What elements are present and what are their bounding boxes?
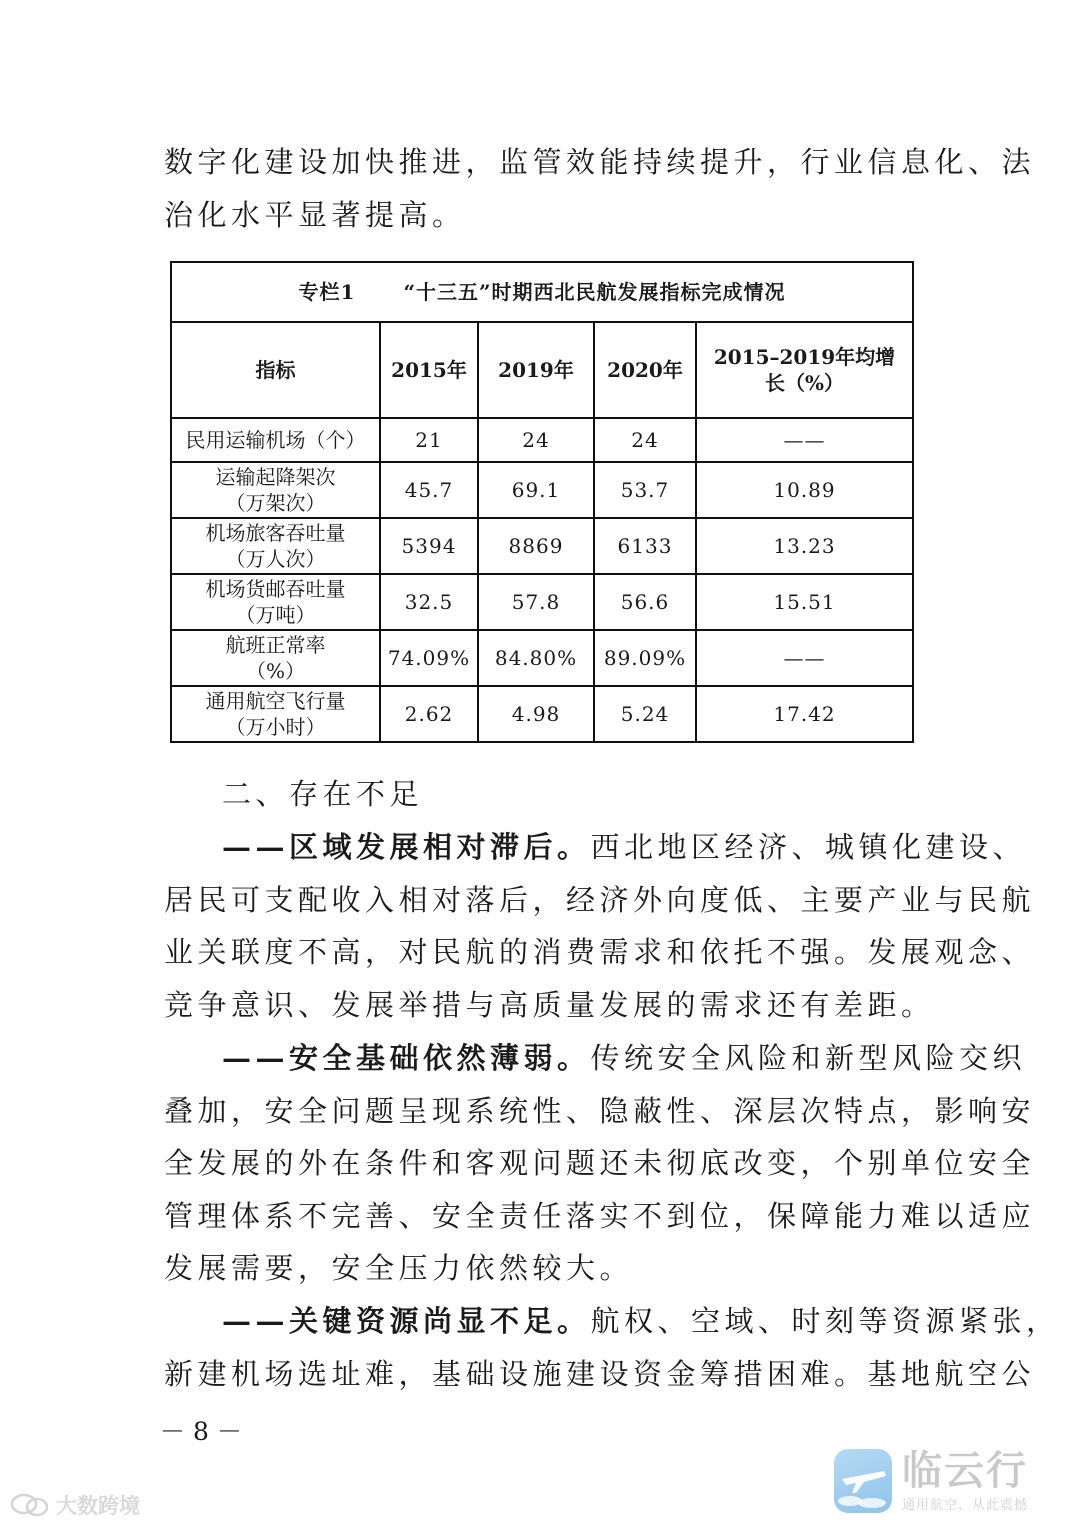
column-header: 2020年 xyxy=(594,322,696,418)
table-row xyxy=(171,630,913,686)
cell-2020: 56.6 xyxy=(594,574,696,630)
column-header: 指标 xyxy=(171,322,380,418)
body-line xyxy=(222,1303,1060,1339)
row-label xyxy=(171,686,380,742)
stats-table xyxy=(170,261,914,743)
cell-2015: 5394 xyxy=(380,518,478,574)
paragraph-lead: ——关键资源尚显不足。 xyxy=(222,1304,591,1338)
section-heading: 二、存在不足 xyxy=(222,777,424,811)
paragraph-text: 传统安全风险和新型风险交织 xyxy=(590,1041,1027,1075)
watermark-left xyxy=(10,1490,140,1520)
watermark-left-text: 大数跨境 xyxy=(56,1494,140,1518)
body-line: 发展需要，安全压力依然较大。 xyxy=(164,1251,634,1285)
cell-2019: 24 xyxy=(478,418,594,462)
row-name: 通用航空飞行量 xyxy=(205,689,346,713)
row-unit: （万吨） xyxy=(235,603,316,627)
cell-2019: 8869 xyxy=(478,518,594,574)
cell-growth: 15.51 xyxy=(696,574,913,630)
watermark-right xyxy=(834,1448,1028,1513)
row-label xyxy=(171,518,380,574)
cell-2020: 53.7 xyxy=(594,462,696,518)
cell-2019: 4.98 xyxy=(478,686,594,742)
row-label xyxy=(171,574,380,630)
column-header: 2019年 xyxy=(478,322,594,418)
body-line: 数字化建设加快推进，监管效能持续提升，行业信息化、法 xyxy=(164,145,1036,179)
paragraph-lead: ——区域发展相对滞后。 xyxy=(222,830,591,864)
row-name: 航班正常率 xyxy=(225,633,326,657)
cell-growth: —— xyxy=(696,418,913,462)
paragraph-text: 西北地区经济、城镇化建设、 xyxy=(590,830,1027,864)
page-number: －8－ xyxy=(160,1417,250,1446)
row-unit: （万人次） xyxy=(225,547,326,571)
cell-2015: 32.5 xyxy=(380,574,478,630)
row-label xyxy=(171,418,380,462)
row-label xyxy=(171,630,380,686)
row-unit: （万小时） xyxy=(225,715,326,739)
watermark-brand: 临云行 xyxy=(902,1448,1028,1494)
cell-growth: 10.89 xyxy=(696,462,913,518)
cell-growth: 13.23 xyxy=(696,518,913,574)
table-caption-label: 专栏1 xyxy=(298,280,356,304)
body-line: 治化水平显著提高。 xyxy=(164,198,466,232)
cell-2020: 6133 xyxy=(594,518,696,574)
table-caption-title: “十三五”时期西北民航发展指标完成情况 xyxy=(403,280,786,304)
cell-2019: 69.1 xyxy=(478,462,594,518)
cell-2015: 45.7 xyxy=(380,462,478,518)
body-line xyxy=(222,829,1027,865)
chat-bubble-icon xyxy=(10,1492,50,1518)
paragraph-text: 航权、空域、时刻等资源紧张， xyxy=(590,1304,1060,1338)
body-line xyxy=(222,1040,1027,1076)
body-line: 全发展的外在条件和客观问题还未彻底改变，个别单位安全 xyxy=(164,1146,1036,1180)
row-name: 机场货邮吞吐量 xyxy=(205,577,346,601)
cell-growth: 17.42 xyxy=(696,686,913,742)
table-row xyxy=(171,462,913,518)
row-name: 运输起降架次 xyxy=(215,465,336,489)
row-name: 民用运输机场（个） xyxy=(185,428,366,452)
body-line: 竞争意识、发展举措与高质量发展的需求还有差距。 xyxy=(164,988,935,1022)
watermark-slogan: 通用航空，从此震撼 xyxy=(902,1498,1029,1513)
cell-2015: 74.09% xyxy=(380,630,478,686)
body-line: 管理体系不完善、安全责任落实不到位，保障能力难以适应 xyxy=(164,1199,1036,1233)
airplane-logo-icon xyxy=(834,1449,892,1513)
table-row xyxy=(171,418,913,462)
cell-2015: 2.62 xyxy=(380,686,478,742)
paragraph-lead: ——安全基础依然薄弱。 xyxy=(222,1041,591,1075)
body-line: 业关联度不高，对民航的消费需求和依托不强。发展观念、 xyxy=(164,935,1036,969)
cell-2020: 89.09% xyxy=(594,630,696,686)
body-line: 居民可支配收入相对落后，经济外向度低、主要产业与民航 xyxy=(164,883,1036,917)
row-unit: （万架次） xyxy=(225,491,326,515)
body-line: 叠加，安全问题呈现系统性、隐蔽性、深层次特点，影响安 xyxy=(164,1094,1036,1128)
table-row xyxy=(171,518,913,574)
column-header: 2015年 xyxy=(380,322,478,418)
table-row xyxy=(171,686,913,742)
row-label xyxy=(171,462,380,518)
table-row xyxy=(171,574,913,630)
cell-2019: 84.80% xyxy=(478,630,594,686)
cell-2019: 57.8 xyxy=(478,574,594,630)
table-caption xyxy=(171,262,913,322)
body-line: 新建机场选址难，基础设施建设资金筹措困难。基地航空公 xyxy=(164,1357,1036,1391)
cell-2015: 21 xyxy=(380,418,478,462)
column-header: 2015–2019年均增长（%） xyxy=(696,322,913,418)
cell-2020: 24 xyxy=(594,418,696,462)
row-unit: （%） xyxy=(245,659,305,683)
row-name: 机场旅客吞吐量 xyxy=(205,521,346,545)
cell-2020: 5.24 xyxy=(594,686,696,742)
cell-growth: —— xyxy=(696,630,913,686)
